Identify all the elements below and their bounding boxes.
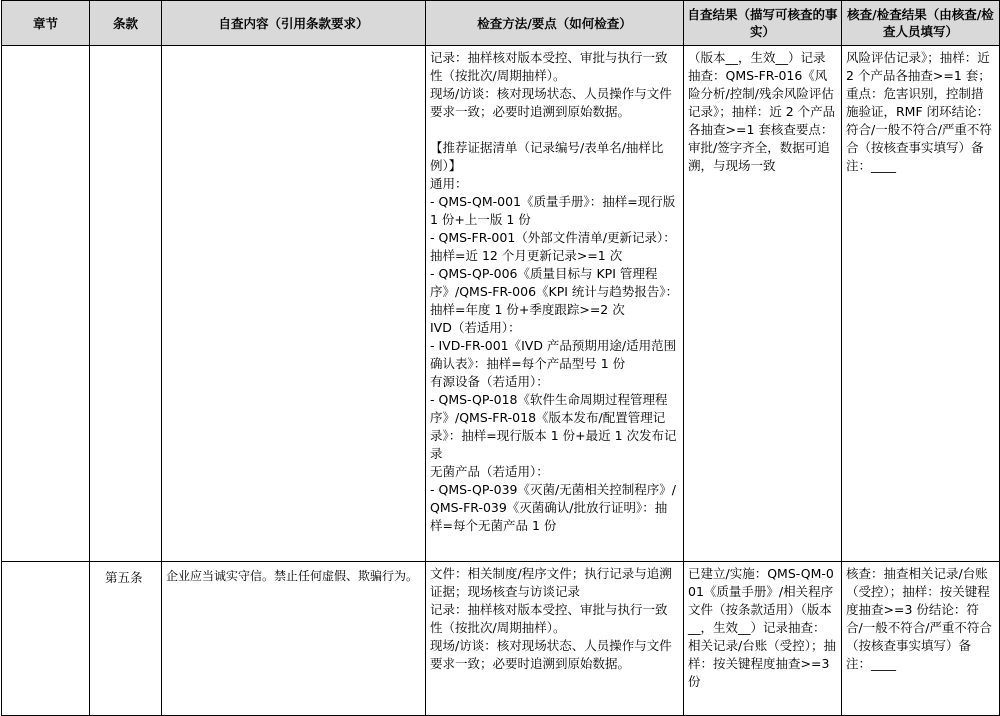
method-line — [430, 121, 679, 139]
header-requirement: 自查内容（引用条款要求） — [162, 1, 426, 46]
header-row — [2, 1, 1000, 46]
self-inspection-table — [1, 0, 1000, 716]
method-text — [426, 562, 683, 673]
method-line: - QMS-QP-006《质量目标与 KPI 管理程序》/QMS-FR-006《KPI 统计与趋势报告》：抽样=年度 1 份+季度跟踪>=2 次 — [430, 266, 679, 317]
table-row — [2, 562, 1000, 716]
table-row — [2, 46, 1000, 562]
method-line: IVD（若适用）： — [430, 320, 521, 335]
method-line: 现场/访谈：核对现场状态、人员操作与文件要求一致；必要时追溯到原始数据。 — [430, 638, 672, 671]
article-cell — [90, 46, 162, 562]
method-text — [426, 46, 683, 535]
audit-result-cell — [842, 562, 1000, 716]
article-number: 第五条 — [105, 570, 143, 585]
header-article: 条款 — [90, 1, 162, 46]
article-cell — [90, 562, 162, 716]
audit-result-cell — [842, 46, 1000, 562]
method-line: 记录：抽样核对版本受控、审批与执行一致性（按批次/周期抽样）。 — [430, 602, 668, 635]
method-line: 现场/访谈：核对现场状态、人员操作与文件要求一致；必要时追溯到原始数据。 — [430, 86, 672, 119]
audit-result-text: 核查：抽查相关记录/台账（受控）；抽样：按关键程度抽查>=3 份结论：符合/一般不符合/严重不符合（按核查事实填写）备注：____ — [846, 566, 992, 671]
method-line: - QMS-QM-001《质量手册》：抽样=现行版 1 份+上一版 1 份 — [430, 194, 676, 227]
requirement-cell — [162, 46, 426, 562]
requirement-text: 企业应当诚实守信。禁止任何虚假、欺骗行为。 — [166, 569, 419, 583]
audit-result-text: 风险评估记录》；抽样：近 2 个产品各抽查>=1 套；重点：危害识别，控制措施验证，RMF 闭环结论：符合/一般不符合/严重不符合（按核查事实填写）备注：____ — [846, 50, 992, 173]
method-line: 记录：抽样核对版本受控、审批与执行一致性（按批次/周期抽样）。 — [430, 50, 668, 83]
method-line: - QMS-FR-001（外部文件清单/更新记录）：抽样=近 12 个月更新记录>=1 次 — [430, 230, 676, 263]
method-line: - QMS-QP-039《灭菌/无菌相关控制程序》/QMS-FR-039《灭菌确认/批放行证明》：抽样=每个无菌产品 1 份 — [430, 482, 676, 533]
self-result-cell — [684, 562, 842, 716]
method-cell — [426, 562, 684, 716]
method-line: 文件：相关制度/程序文件；执行记录与追溯证据；现场核查与访谈记录 — [430, 566, 672, 599]
method-line: - IVD-FR-001《IVD 产品预期用途/适用范围确认表》：抽样=每个产品型号 1 份 — [430, 338, 677, 371]
method-cell — [426, 46, 684, 562]
header-chapter: 章节 — [2, 1, 90, 46]
method-line: - QMS-QP-018《软件生命周期过程管理程序》/QMS-FR-018《版本发布/配置管理记录》：抽样=现行版本 1 份+最近 1 次发布记录 — [430, 392, 677, 461]
self-result-text: （版本__，生效__）记录抽查：QMS-FR-016《风险分析/控制/残余风险评估记录》；抽样：近 2 个产品各抽查>=1 套核查要点：审批/签字齐全，数据可追溯，与现场一致 — [688, 50, 836, 173]
header-self-result: 自查结果（描写可核查的事实） — [684, 1, 842, 46]
method-line: 有源设备（若适用）： — [430, 374, 549, 389]
method-line: 无菌产品（若适用）： — [430, 464, 549, 479]
header-method: 检查方法/要点（如何检查） — [426, 1, 684, 46]
method-line: 通用： — [430, 176, 468, 191]
header-audit-result: 核查/检查结果（由核查/检查人员填写） — [842, 1, 1000, 46]
method-line: 【推荐证据清单（记录编号/表单名/抽样比例）】 — [430, 140, 664, 173]
self-result-cell — [684, 46, 842, 562]
self-result-text: 已建立/实施：QMS-QM-001《质量手册》/相关程序文件（按条款适用）（版本__，生效__）记录抽查：相关记录/台账（受控）；抽样：按关键程度抽查>=3 份 — [688, 566, 836, 689]
requirement-cell — [162, 562, 426, 716]
chapter-cell — [2, 46, 90, 562]
chapter-cell — [2, 562, 90, 716]
